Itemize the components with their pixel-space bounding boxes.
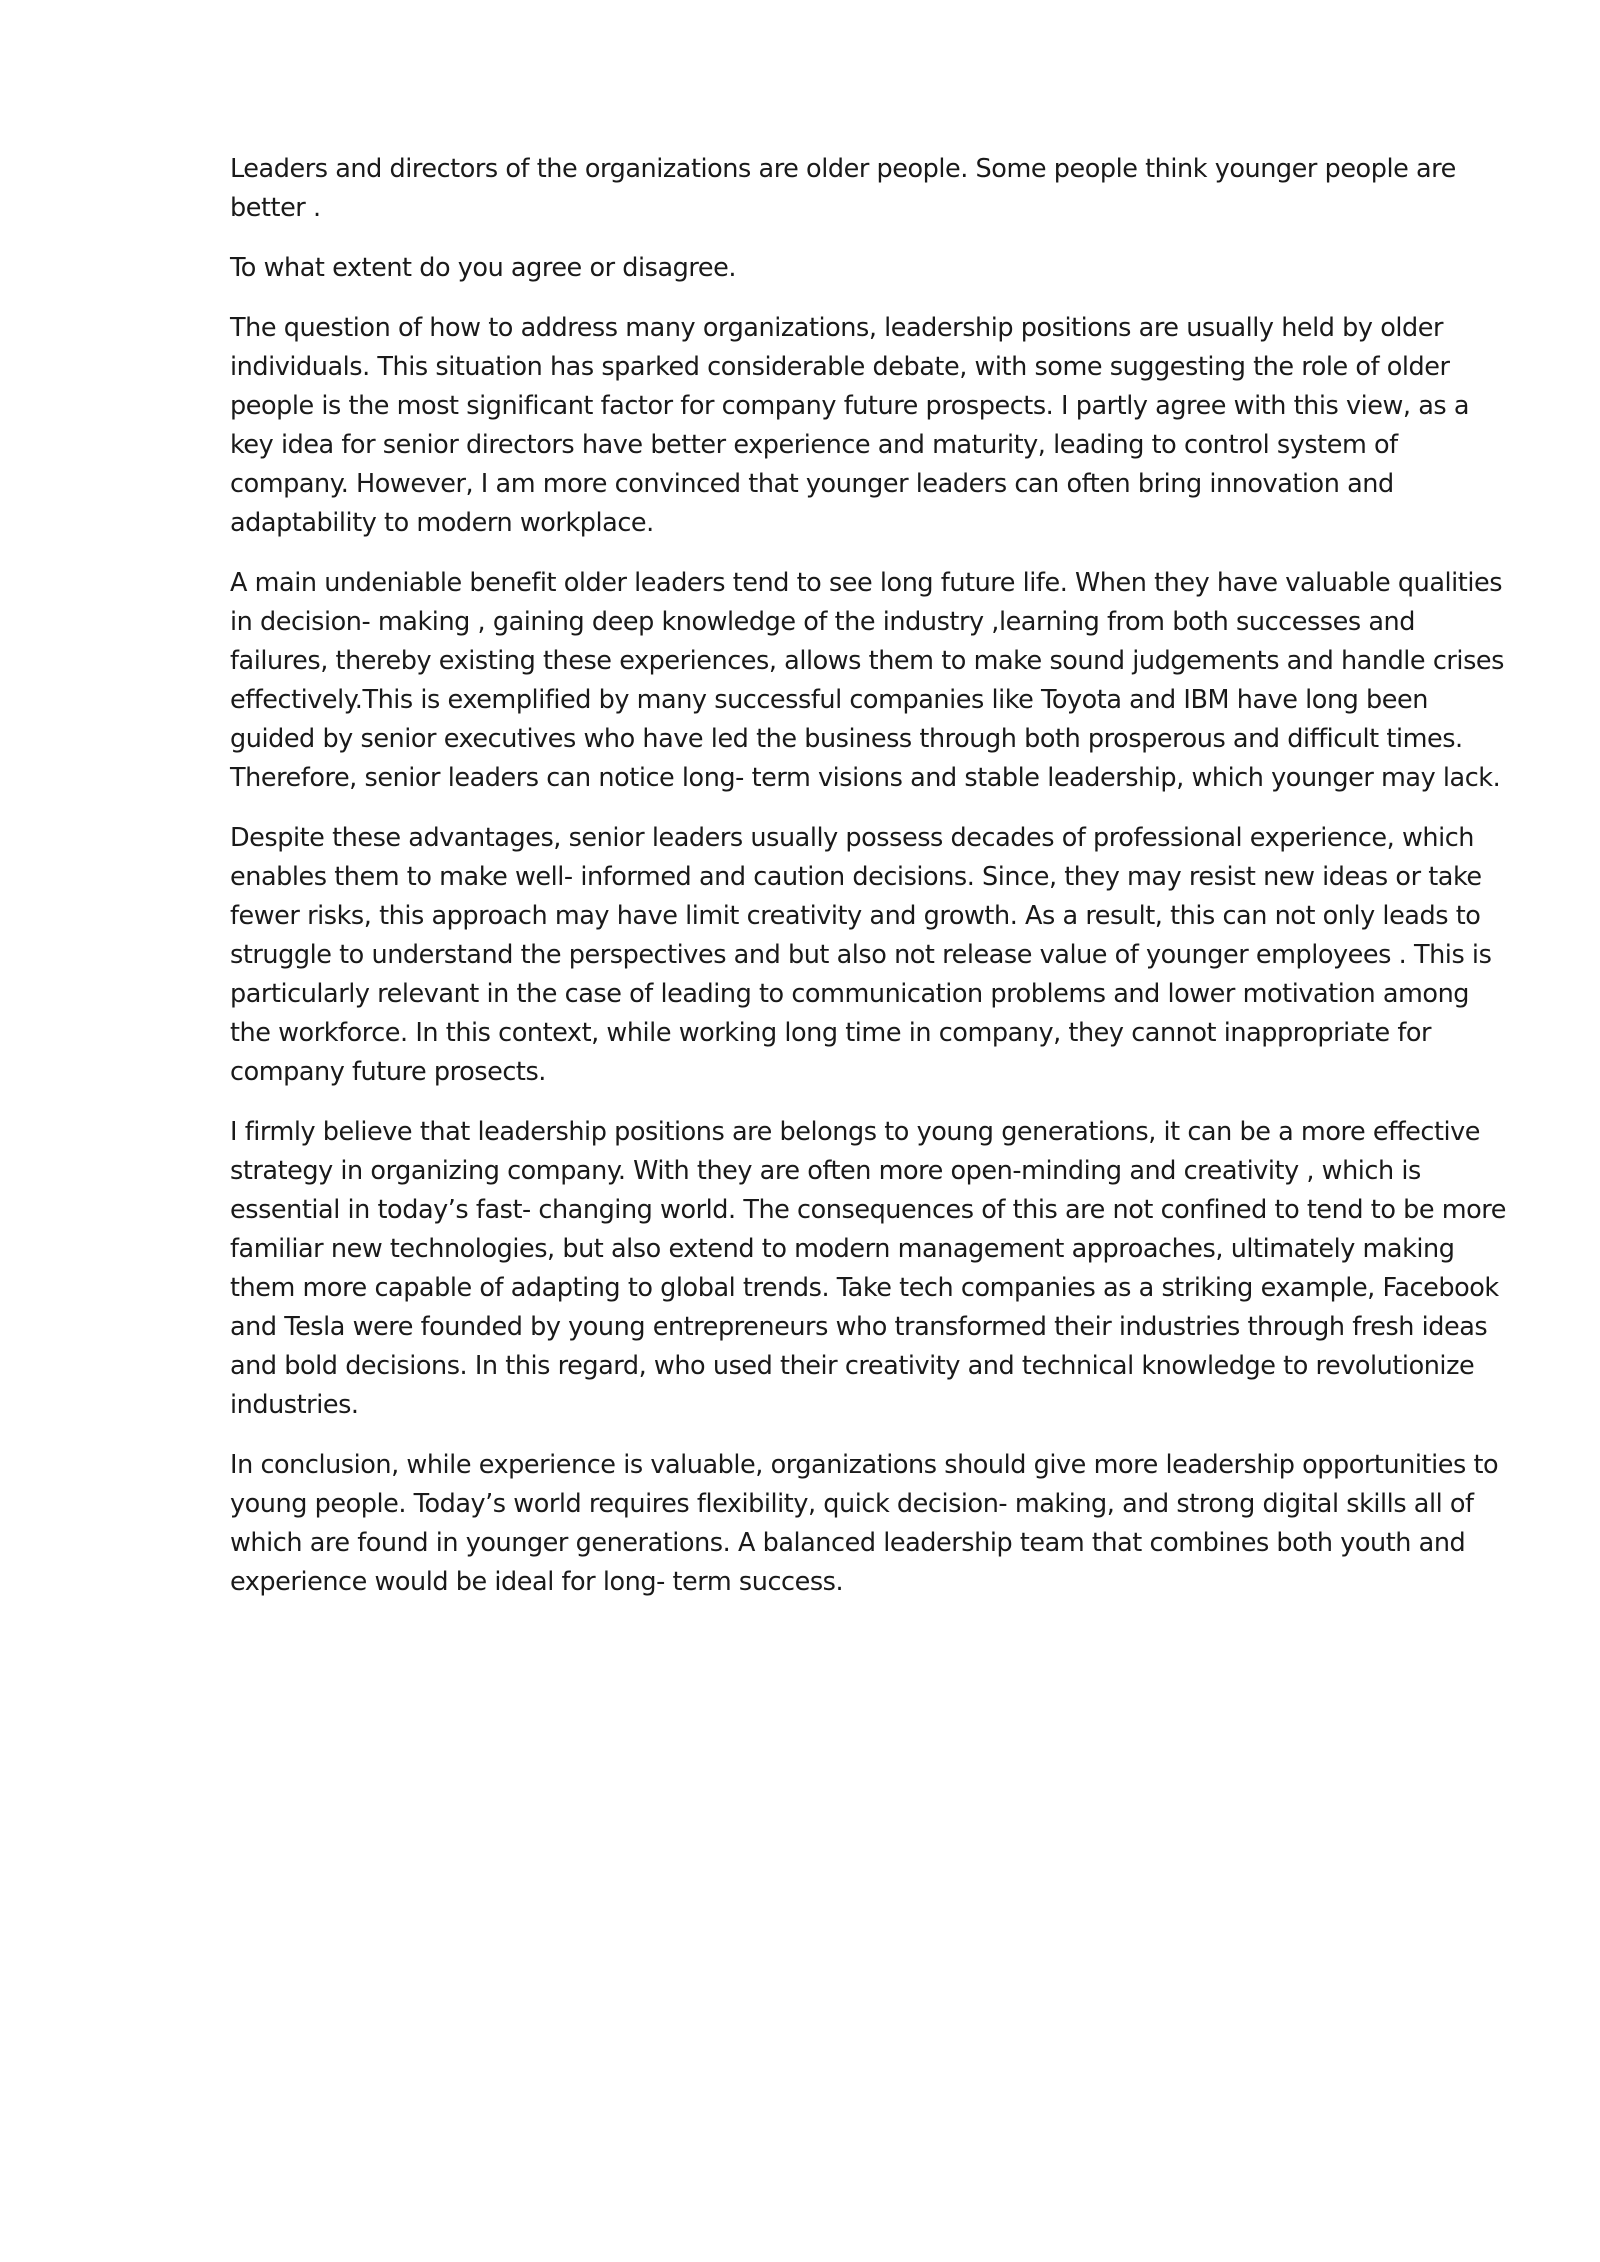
body-paragraph-1: A main undeniable benefit older leaders tend to see long future life. When they have valuable qualities in decision- making , gaining deep knowledge of the industry ,learning from both successes and failures, thereby existing these experiences, allows them to make sound judgements and handle crises effectively.This is exemplified by many successful companies like Toyota and IBM have long been guided by senior executives who have led the business through both prosperous and difficult times. Therefore, senior leaders can notice long- term visions and stable leadership, which younger may lack. xyxy=(230,568,1504,793)
essay-question: To what extent do you agree or disagree. xyxy=(230,253,737,283)
conclusion-paragraph: In conclusion, while experience is valuable, organizations should give more leadership opportunities to young people. Today’s world requires flexibility, quick decision- making, and strong digital skills all of which are found in younger generations. A balanced leadership team that combines both youth and experience would be ideal for long- term success. xyxy=(230,1450,1499,1597)
essay-prompt: Leaders and directors of the organizations are older people. Some people think younger people are better . xyxy=(230,154,1456,223)
introduction-paragraph: The question of how to address many organizations, leadership positions are usually held by older individuals. This situation has sparked considerable debate, with some suggesting the role of older people is the most significant factor for company future prospects. I partly agree with this view, as a key idea for senior directors have better experience and maturity, leading to control system of company. However, I am more convinced that younger leaders can often bring innovation and adaptability to modern workplace. xyxy=(230,313,1470,538)
document-body xyxy=(230,150,1510,1623)
body-paragraph-2: Despite these advantages, senior leaders usually possess decades of professional experience, which enables them to make well- informed and caution decisions. Since, they may resist new ideas or take fewer risks, this approach may have limit creativity and growth. As a result, this can not only leads to struggle to understand the perspectives and but also not release value of younger employees . This is particularly relevant in the case of leading to communication problems and lower motivation among the workforce. In this context, while working long time in company, they cannot inappropriate for company future prosects. xyxy=(230,823,1492,1087)
body-paragraph-3: I firmly believe that leadership positions are belongs to young generations, it can be a more effective strategy in organizing company. With they are often more open-minding and creativity , which is essential in today’s fast- changing world. The consequences of this are not confined to tend to be more familiar new technologies, but also extend to modern management approaches, ultimately making them more capable of adapting to global trends. Take tech companies as a striking example, Facebook and Tesla were founded by young entrepreneurs who transformed their industries through fresh ideas and bold decisions. In this regard, who used their creativity and technical knowledge to revolutionize industries. xyxy=(230,1117,1507,1420)
